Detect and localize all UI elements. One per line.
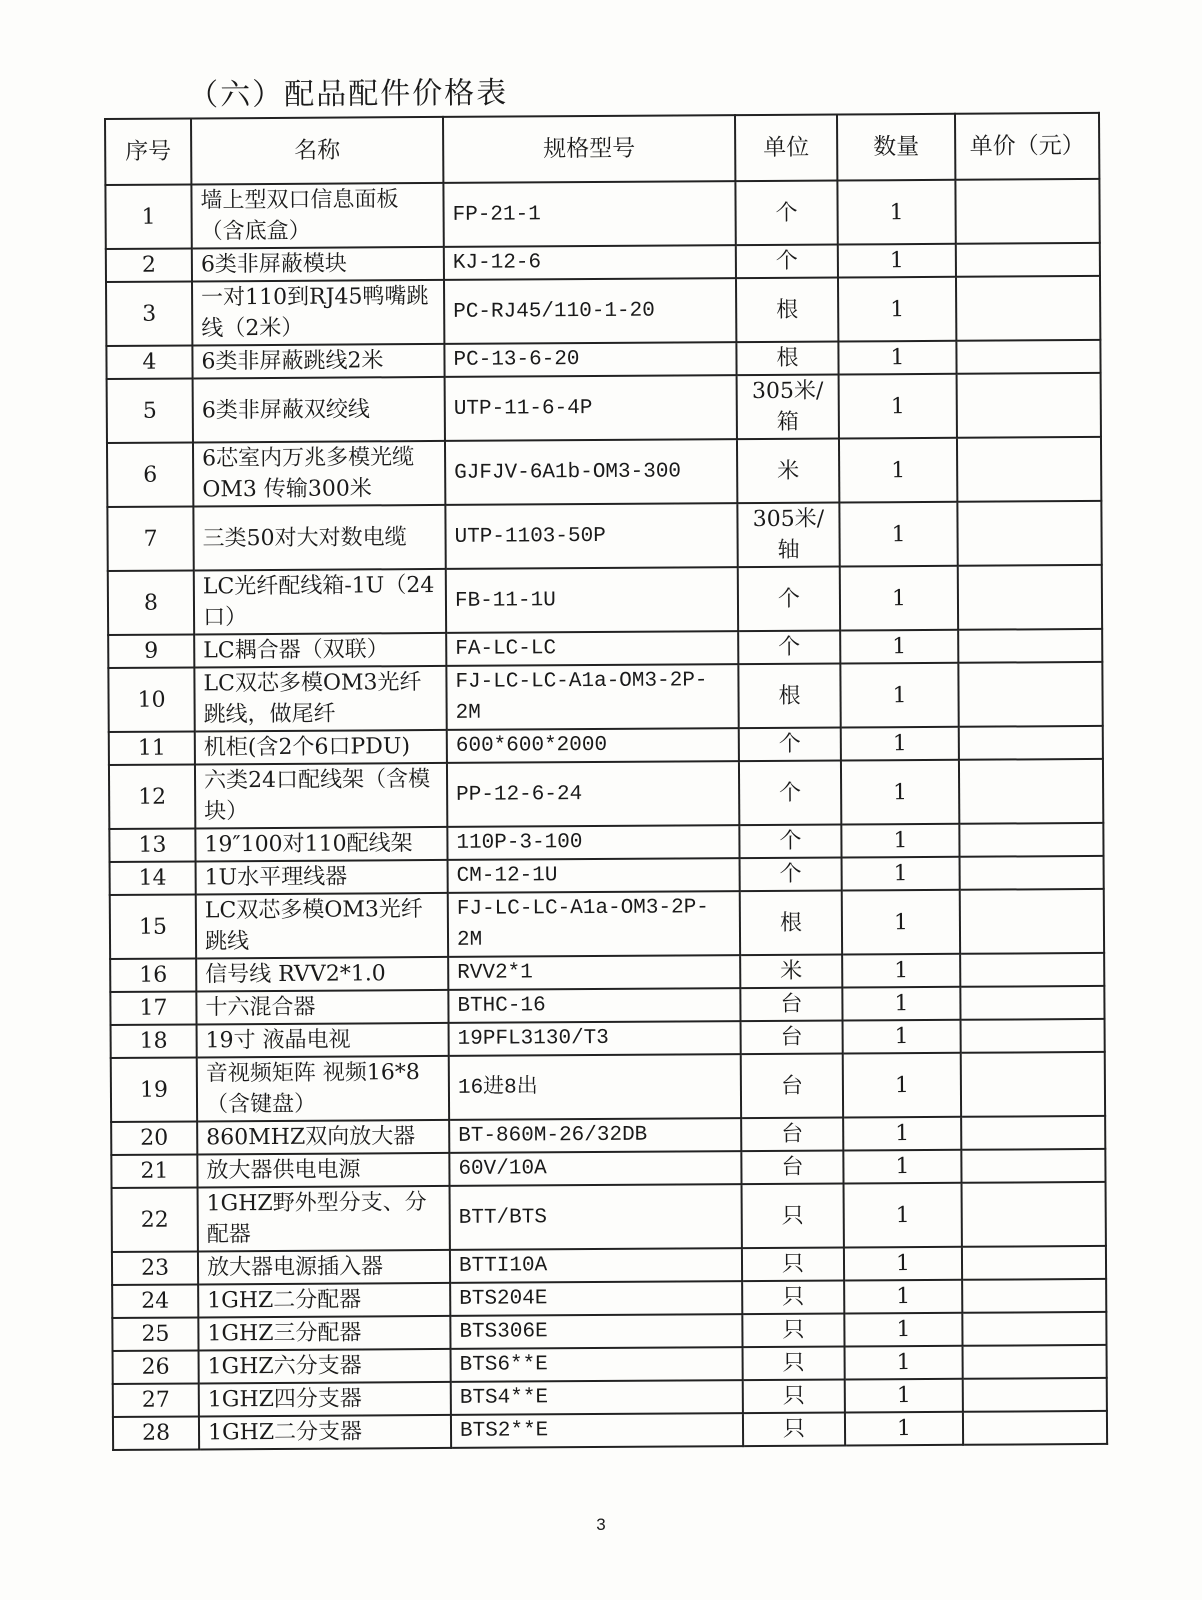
cell-no: 1 — [105, 184, 191, 249]
cell-name: 1GHZ四分支器 — [199, 1382, 451, 1417]
cell-qty: 1 — [838, 277, 956, 342]
cell-spec: PC-RJ45/110-1-20 — [444, 278, 736, 344]
cell-name: 1U水平理线器 — [196, 860, 448, 895]
cell-no: 6 — [107, 442, 193, 507]
table-row — [107, 437, 1101, 507]
cell-qty: 1 — [839, 374, 957, 439]
cell-price — [961, 1149, 1105, 1183]
cell-price — [958, 629, 1102, 663]
header-spec: 规格型号 — [443, 115, 735, 183]
table-row — [106, 276, 1100, 346]
table-row — [109, 759, 1103, 829]
cell-no: 25 — [112, 1317, 198, 1351]
cell-spec: BTS306E — [450, 1314, 742, 1349]
cell-qty: 1 — [841, 760, 959, 825]
cell-qty: 1 — [845, 1412, 963, 1446]
cell-unit: 个 — [739, 728, 841, 762]
cell-unit: 根 — [740, 891, 842, 956]
cell-spec: 110P-3-100 — [447, 825, 739, 860]
cell-spec: 60V/10A — [449, 1151, 741, 1186]
cell-no: 4 — [106, 345, 192, 379]
cell-spec: 600*600*2000 — [447, 728, 739, 763]
cell-price — [959, 823, 1103, 857]
cell-unit: 个 — [736, 245, 838, 279]
cell-price — [957, 437, 1101, 502]
cell-unit: 米 — [737, 439, 839, 504]
cell-name: 机柜(含2个6口PDU) — [195, 730, 447, 765]
cell-no: 22 — [112, 1187, 198, 1252]
cell-price — [957, 501, 1101, 566]
table-row — [108, 565, 1102, 635]
cell-no: 19 — [111, 1057, 197, 1122]
cell-name: 十六混合器 — [196, 990, 448, 1025]
cell-name: 19寸 液晶电视 — [197, 1023, 449, 1058]
cell-name: LC双芯多模OM3光纤跳线，做尾纤 — [194, 666, 446, 732]
table-header-row — [105, 113, 1099, 185]
cell-name: 6类非屏蔽模块 — [192, 247, 444, 282]
cell-name: 音视频矩阵 视频16*8（含键盘） — [197, 1056, 449, 1122]
cell-price — [959, 759, 1103, 824]
cell-no: 3 — [106, 281, 192, 346]
cell-qty: 1 — [841, 824, 959, 858]
table-row — [113, 1411, 1107, 1450]
cell-no: 17 — [110, 991, 196, 1025]
cell-no: 7 — [107, 506, 193, 571]
cell-spec: BTS6**E — [451, 1347, 743, 1382]
cell-qty: 1 — [842, 890, 960, 955]
cell-unit: 台 — [741, 1054, 843, 1119]
cell-unit: 根 — [738, 664, 840, 729]
cell-name: 墙上型双口信息面板（含底盒） — [191, 183, 443, 249]
cell-unit: 个 — [735, 181, 837, 246]
cell-name: 860MHZ双向放大器 — [197, 1120, 449, 1155]
cell-spec: KJ-12-6 — [444, 245, 736, 280]
cell-no: 2 — [106, 248, 192, 282]
cell-qty: 1 — [842, 987, 960, 1021]
cell-no: 5 — [107, 378, 193, 443]
cell-spec: FJ-LC-LC-A1a-OM3-2P-2M — [448, 891, 740, 957]
cell-spec: PC-13-6-20 — [444, 342, 736, 377]
cell-spec: BTHC-16 — [448, 988, 740, 1023]
cell-qty: 1 — [839, 438, 957, 503]
cell-no: 13 — [109, 828, 195, 862]
cell-qty: 1 — [843, 1150, 961, 1184]
cell-name: LC双芯多模OM3光纤跳线 — [196, 893, 448, 959]
cell-price — [958, 662, 1102, 727]
cell-price — [956, 340, 1100, 374]
cell-name: 放大器供电电源 — [197, 1153, 449, 1188]
cell-unit: 只 — [742, 1184, 844, 1249]
cell-name: 1GHZ二分支器 — [199, 1415, 451, 1450]
cell-spec: BTS204E — [450, 1281, 742, 1316]
cell-spec: BTS2**E — [451, 1413, 743, 1448]
cell-name: 1GHZ三分配器 — [198, 1316, 450, 1351]
cell-price — [962, 1182, 1106, 1247]
cell-price — [963, 1345, 1107, 1379]
cell-price — [955, 179, 1099, 244]
cell-unit: 只 — [742, 1248, 844, 1282]
cell-spec: BTT/BTS — [450, 1184, 742, 1250]
cell-unit: 米 — [740, 955, 842, 989]
cell-qty: 1 — [845, 1346, 963, 1380]
cell-price — [959, 726, 1103, 760]
cell-qty: 1 — [842, 857, 960, 891]
cell-spec: GJFJV-6A1b-OM3-300 — [445, 439, 737, 505]
cell-no: 14 — [110, 861, 196, 895]
cell-qty: 1 — [843, 1053, 961, 1118]
cell-no: 10 — [108, 667, 194, 732]
cell-name: 6芯室内万兆多模光缆 OM3 传输300米 — [193, 441, 445, 507]
cell-unit: 根 — [736, 342, 838, 376]
cell-qty: 1 — [841, 727, 959, 761]
price-table-wrapper — [104, 112, 1106, 1451]
cell-name: 6类非屏蔽双绞线 — [193, 377, 445, 443]
cell-unit: 个 — [738, 631, 840, 665]
cell-name: 1GHZ六分支器 — [199, 1349, 451, 1384]
cell-qty: 1 — [840, 663, 958, 728]
cell-price — [961, 1116, 1105, 1150]
header-qty: 数量 — [837, 114, 955, 181]
cell-name: 放大器电源插入器 — [198, 1250, 450, 1285]
cell-no: 11 — [109, 731, 195, 765]
cell-unit: 根 — [736, 278, 838, 343]
cell-name: 一对110到RJ45鸭嘴跳线（2米） — [192, 280, 444, 346]
cell-price — [963, 1411, 1107, 1445]
cell-price — [961, 1052, 1105, 1117]
cell-qty: 1 — [839, 502, 957, 567]
cell-unit: 305米/箱 — [737, 375, 839, 440]
table-row — [110, 889, 1104, 959]
cell-qty: 1 — [845, 1379, 963, 1413]
cell-spec: FP-21-1 — [443, 181, 735, 247]
cell-spec: BTTI10A — [450, 1248, 742, 1283]
header-no: 序号 — [105, 118, 191, 185]
cell-price — [956, 276, 1100, 341]
cell-name: 1GHZ野外型分支、分配器 — [198, 1186, 450, 1252]
cell-unit: 个 — [739, 825, 841, 859]
table-row — [112, 1182, 1106, 1252]
cell-no: 8 — [108, 570, 194, 635]
cell-spec: BT-860M-26/32DB — [449, 1118, 741, 1153]
header-unit: 单位 — [735, 115, 837, 182]
cell-spec: PP-12-6-24 — [447, 761, 739, 827]
cell-no: 21 — [111, 1154, 197, 1188]
cell-price — [962, 1312, 1106, 1346]
section-title: （六）配品配件价格表 — [188, 75, 509, 113]
table-body — [105, 179, 1107, 1450]
table-row — [107, 373, 1101, 443]
cell-qty: 1 — [838, 244, 956, 278]
cell-spec: FJ-LC-LC-A1a-OM3-2P-2M — [446, 664, 738, 730]
page-number: 3 — [596, 1515, 606, 1534]
cell-qty: 1 — [844, 1247, 962, 1281]
cell-spec: RVV2*1 — [448, 955, 740, 990]
cell-no: 27 — [113, 1383, 199, 1417]
table-row — [107, 501, 1101, 571]
cell-spec: CM-12-1U — [448, 858, 740, 893]
cell-name: 三类50对大对数电缆 — [193, 505, 445, 571]
cell-price — [960, 889, 1104, 954]
cell-price — [960, 856, 1104, 890]
cell-unit: 只 — [743, 1346, 845, 1380]
cell-qty: 1 — [837, 180, 955, 245]
cell-spec: FB-11-1U — [446, 567, 738, 633]
cell-qty: 1 — [843, 1020, 961, 1054]
cell-unit: 只 — [742, 1281, 844, 1315]
cell-price — [957, 373, 1101, 438]
cell-name: LC耦合器（双联） — [194, 633, 446, 668]
cell-price — [960, 986, 1104, 1020]
cell-qty: 1 — [844, 1183, 962, 1248]
cell-no: 18 — [111, 1024, 197, 1058]
cell-no: 28 — [113, 1416, 199, 1450]
cell-qty: 1 — [840, 630, 958, 664]
cell-qty: 1 — [840, 566, 958, 631]
cell-price — [963, 1378, 1107, 1412]
cell-spec: UTP-11-6-4P — [445, 375, 737, 441]
cell-no: 24 — [112, 1284, 198, 1318]
cell-spec: UTP-1103-50P — [445, 503, 737, 569]
cell-no: 12 — [109, 764, 195, 829]
cell-no: 16 — [110, 958, 196, 992]
cell-price — [956, 243, 1100, 277]
cell-name: 6类非屏蔽跳线2米 — [192, 344, 444, 379]
cell-price — [961, 1019, 1105, 1053]
cell-qty: 1 — [844, 1280, 962, 1314]
cell-unit: 305米/轴 — [737, 503, 839, 568]
cell-unit: 只 — [742, 1314, 844, 1348]
cell-unit: 台 — [741, 1118, 843, 1152]
cell-qty: 1 — [844, 1313, 962, 1347]
cell-no: 15 — [110, 894, 196, 959]
cell-unit: 台 — [740, 988, 842, 1022]
cell-unit: 台 — [741, 1021, 843, 1055]
cell-name: 1GHZ二分配器 — [198, 1283, 450, 1318]
cell-price — [962, 1246, 1106, 1280]
cell-unit: 只 — [743, 1412, 845, 1446]
cell-price — [958, 565, 1102, 630]
cell-name: 六类24口配线架（含模块） — [195, 763, 447, 829]
cell-no: 23 — [112, 1251, 198, 1285]
cell-spec: 16进8出 — [449, 1054, 741, 1120]
cell-price — [960, 953, 1104, 987]
table-row — [111, 1052, 1105, 1122]
cell-qty: 1 — [842, 954, 960, 988]
table-row — [105, 179, 1099, 249]
cell-no: 26 — [113, 1350, 199, 1384]
cell-price — [962, 1279, 1106, 1313]
cell-name: LC光纤配线箱-1U（24口） — [194, 569, 446, 635]
cell-spec: BTS4**E — [451, 1380, 743, 1415]
cell-no: 9 — [108, 634, 194, 668]
header-price: 单价（元） — [955, 113, 1099, 180]
cell-qty: 1 — [843, 1117, 961, 1151]
cell-no: 20 — [111, 1121, 197, 1155]
cell-unit: 只 — [743, 1379, 845, 1413]
cell-unit: 个 — [738, 567, 840, 632]
cell-spec: FA-LC-LC — [446, 631, 738, 666]
cell-name: 信号线 RVV2*1.0 — [196, 957, 448, 992]
cell-unit: 个 — [740, 858, 842, 892]
price-table — [104, 112, 1108, 1451]
header-name: 名称 — [191, 117, 443, 185]
table-row — [108, 662, 1102, 732]
cell-spec: 19PFL3130/T3 — [449, 1021, 741, 1056]
cell-qty: 1 — [838, 341, 956, 375]
cell-unit: 台 — [741, 1151, 843, 1185]
cell-unit: 个 — [739, 761, 841, 826]
cell-name: 19″100对110配线架 — [195, 827, 447, 862]
